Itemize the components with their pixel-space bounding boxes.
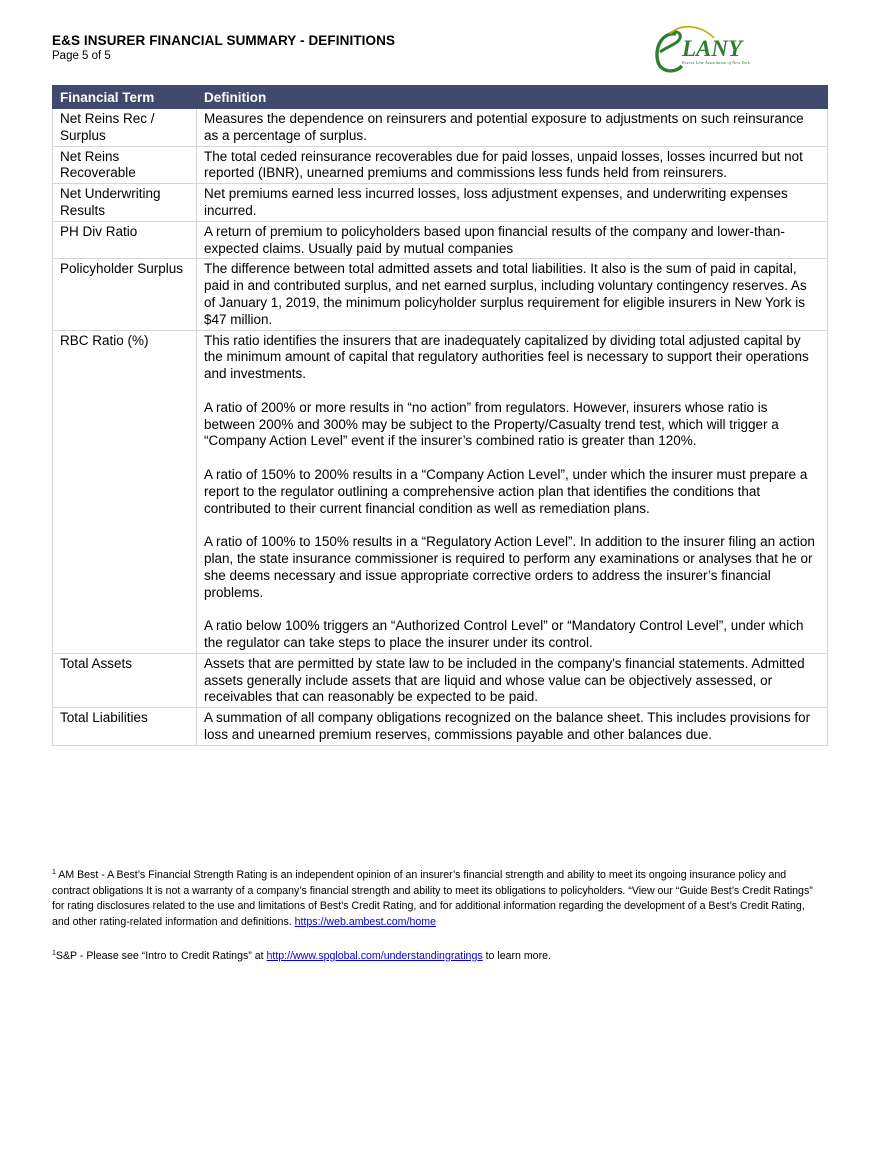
page-title: E&S INSURER FINANCIAL SUMMARY - DEFINITIONS [52,33,396,48]
table-row [53,184,828,222]
table-row [53,330,828,653]
definition-cell [197,184,828,222]
table-row [53,109,828,147]
table-row [53,259,828,330]
financial-term: PH Div Ratio [53,221,197,259]
footnote [52,865,822,930]
definition-paragraph: A ratio of 200% or more results in “no action” from regulators. However, insurers whose ratio is between 200% and 300% may be subject to the Property/Casualty trend test, which will trigger a “Company Action Level” event if the insurer’s combined ratio is greater than 120%. [204,399,779,449]
definition-paragraph: A ratio of 100% to 150% results in a “Regulatory Action Level”. In addition to the insurer filing an action plan, the state insurance commissioner is required to perform any examinations or analyses that he or she deems necessary and issue appropriate corrective orders to address the insurer’s financial problems. [204,534,815,600]
footnotes [52,865,822,980]
definition-paragraph: Assets that are permitted by state law to be included in the company's financial statements. Admitted assets generally include assets that are liquid and whose value can be objectively assessed, or receivables that can reasonably be expected to be paid. [204,655,805,705]
table-header-row [53,86,828,109]
financial-term: RBC Ratio (%) [53,330,197,653]
definition-cell [197,259,828,330]
table-row [53,653,828,707]
definition-cell [197,330,828,653]
elany-logo [652,20,767,76]
definition-cell [197,109,828,147]
footnote-text: AM Best - A Best’s Financial Strength Rating is an independent opinion of an insurer’s financial strength and ability to meet its ongoing insurance policy and contract obligations It is not a warranty of a company’s financial strength and ability to meet its obligations to policyholders. “View our “Guide Best’s Credit Ratings” for rating disclosures related to the use and limitations of Best’s Credit Rating, and for additional information regarding the development of a Best’s Credit Rating, and other rating-related information and definitions. [52,869,813,928]
definition-paragraph: A ratio of 150% to 200% results in a “Company Action Level”, under which the insurer must prepare a report to the regulator outlining a comprehensive action plan that identifies the conditions that contributed to their current financial condition as well as remediation plans. [204,466,808,516]
column-header-term: Financial Term [53,86,197,109]
definition-paragraph: A summation of all company obligations recognized on the balance sheet. This includes provisions for loss and unearned premium reserves, commissions payable and other balances due. [204,710,811,742]
financial-term: Total Assets [53,653,197,707]
definition-paragraph: Measures the dependence on reinsurers and potential exposure to adjustments on such reinsurance as a percentage of surplus. [204,111,804,143]
svg-text:Excess Line Association of New: Excess Line Association of New York [682,60,750,65]
table-row [53,708,828,746]
page-number: Page 5 of 5 [52,50,111,62]
definition-paragraph: This ratio identifies the insurers that are inadequately capitalized by dividing total adjusted capital by the minimum amount of capital that regulatory authorities feel is necessary to support their operations and investments. [204,332,809,382]
definition-paragraph: A return of premium to policyholders based upon financial results of the company and lower-than-expected claims. Usually paid by mutual companies [204,223,785,256]
definition-paragraph: The difference between total admitted assets and total liabilities. It also is the sum of paid in capital, paid in and contributed surplus, and net earned surplus, including voluntary contingency reserves. As of January 1, 2019, the minimum policyholder surplus requirement for eligible insurers in New York is $47 million. [204,261,807,327]
definition-paragraph: Net premiums earned less incurred losses, loss adjustment expenses, and underwriting expenses incurred. [204,186,788,218]
definition-cell [197,708,828,746]
definition-cell [197,146,828,184]
definition-paragraph: The total ceded reinsurance recoverables due for paid losses, unpaid losses, losses incurred but not reported (IBNR), unearned premiums and commissions less funds held from reinsurers. [204,148,803,181]
footnote-marker: 1 [52,949,56,957]
svg-text:LANY: LANY [682,36,743,61]
financial-term: Total Liabilities [53,708,197,746]
financial-term: Net Reins Recoverable [53,146,197,184]
financial-term: Net Underwriting Results [53,184,197,222]
financial-term: Policyholder Surplus [53,259,197,330]
footnote [52,946,822,965]
definitions-table [52,85,828,746]
footnote-text: S&P - Please see “Intro to Credit Ratings” at [55,949,267,962]
footnote-link[interactable]: http://www.spglobal.com/understandingratings [266,949,483,962]
table-row [53,221,828,259]
definition-paragraph: A ratio below 100% triggers an “Authorized Control Level” or “Mandatory Control Level”, under which the regulator can take steps to place the insurer under its control. [204,618,804,650]
footnote-link[interactable]: https://web.ambest.com/home [294,915,436,928]
definition-cell [197,653,828,707]
financial-term: Net Reins Rec / Surplus [53,109,197,147]
table-row [53,146,828,184]
footnote-marker: 1 [52,869,56,876]
definition-cell [197,221,828,259]
column-header-definition: Definition [197,86,828,109]
footnote-text-after: to learn more. [482,949,551,962]
